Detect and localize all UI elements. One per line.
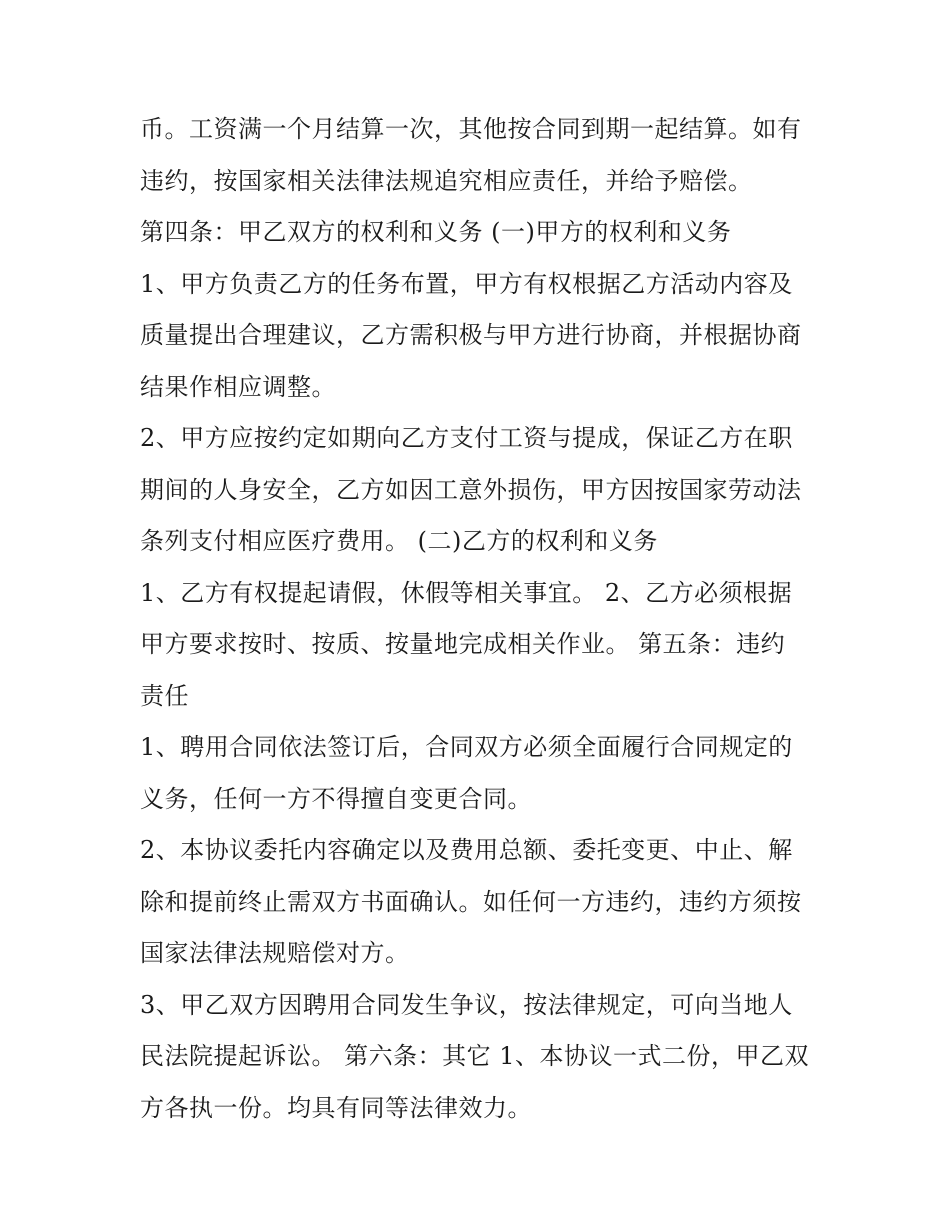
text-line: 1、甲方负责乙方的任务布置，甲方有权根据乙方活动内容及 <box>140 269 793 298</box>
text-line: 甲方要求按时、按质、按量地完成相关作业。 第五条：违约 <box>140 630 786 658</box>
text-line: 3、甲乙双方因聘用合同发生争议，按法律规定，可向当地人 <box>140 990 793 1019</box>
text-line: 条列支付相应医疗费用。 (二)乙方的权利和义务 <box>140 527 658 555</box>
text-line: 方各执一份。均具有同等法律效力。 <box>140 1093 532 1122</box>
text-line: 责任 <box>140 681 189 710</box>
text-line: 1、乙方有权提起请假，休假等相关事宜。 2、乙方必须根据 <box>140 578 793 607</box>
text-line: 民法院提起诉讼。 第六条：其它 1、本协议一式二份，甲乙双 <box>140 1042 810 1070</box>
text-line: 期间的人身安全，乙方如因工意外损伤，甲方因按国家劳动法 <box>140 475 802 504</box>
text-line: 2、甲方应按约定如期向乙方支付工资与提成，保证乙方在职 <box>140 424 793 452</box>
text-line: 义务，任何一方不得擅自变更合同。 <box>140 784 532 813</box>
text-line: 违约，按国家相关法律法规追究相应责任，并给予赔偿。 <box>140 166 753 195</box>
text-line: 国家法律法规赔偿对方。 <box>140 939 410 967</box>
text-line: 1、聘用合同依法签订后，合同双方必须全面履行合同规定的 <box>140 733 793 761</box>
text-line: 结果作相应调整。 <box>140 372 336 401</box>
text-line: 除和提前终止需双方书面确认。如任何一方违约，违约方须按 <box>140 887 802 916</box>
document-body <box>140 104 820 1134</box>
text-line: 质量提出合理建议，乙方需积极与甲方进行协商，并根据协商 <box>140 321 802 349</box>
text-line: 币。工资满一个月结算一次，其他按合同到期一起结算。如有 <box>140 115 802 143</box>
text-line: 2、本协议委托内容确定以及费用总额、委托变更、中止、解 <box>140 836 793 864</box>
section-heading-article-4: 第四条：甲乙双方的权利和义务 (一)甲方的权利和义务 <box>140 218 732 246</box>
